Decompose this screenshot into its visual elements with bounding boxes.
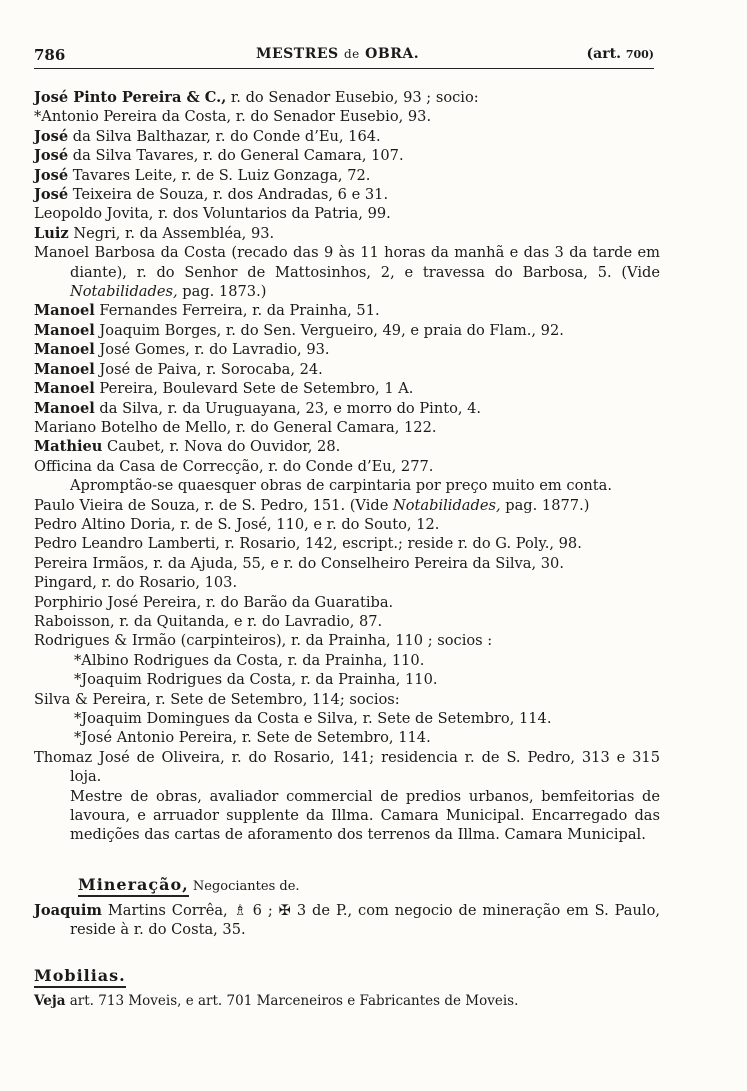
entry-name: José Pinto Pereira & C., — [34, 89, 227, 106]
directory-entry — [34, 593, 660, 612]
mineracao-entry-text: Martins Corrêa, ♗ 6 ; ✠ 3 de P., com negocio de mineração em S. Paulo, reside à r. do Costa, 35. — [70, 901, 660, 939]
entry-text: Pereira, Boulevard Sete de Setembro, 1 A. — [94, 380, 414, 398]
directory-entry — [34, 612, 660, 631]
directory-entry — [34, 418, 660, 437]
entry-name: Manoel — [34, 399, 95, 417]
directory-entry — [34, 321, 660, 340]
page-header — [34, 46, 654, 68]
entry-text: José Gomes, r. do Lavradio, 93. — [94, 341, 330, 359]
entry-name: José — [34, 147, 69, 165]
directory-entry — [34, 690, 660, 709]
directory-entry — [34, 515, 660, 534]
entry-text: Pedro Leandro Lamberti, r. Rosario, 142, escript.; reside r. do G. Poly., 98. — [34, 535, 582, 553]
entry-reference-italic: Notabilidades, — [393, 496, 501, 514]
entry-text: Caubet, r. Nova do Ouvidor, 28. — [102, 438, 341, 456]
entry-text: Joaquim Borges, r. do Sen. Vergueiro, 49, e praia do Flam., 92. — [94, 321, 564, 339]
entry-text: Negri, r. da Assembléa, 93. — [68, 224, 275, 242]
entry-name: Mathieu — [34, 438, 103, 456]
directory-entry — [34, 107, 660, 126]
entry-name: Manoel — [34, 321, 95, 339]
directory-entry — [34, 728, 660, 747]
directory-entry — [34, 243, 660, 301]
directory-entry — [34, 166, 660, 185]
running-title-de: de — [344, 47, 360, 61]
entry-reference-page: pag. 1873.) — [177, 283, 267, 301]
article-ref-label: (art. — [586, 46, 621, 62]
entry-name: José — [34, 186, 69, 204]
entry-text: r. do Senador Eusebio, 93 ; socio: — [226, 89, 479, 106]
directory-entry — [34, 301, 660, 320]
header-rule — [34, 68, 654, 69]
entry-text: Pereira Irmãos, r. da Ajuda, 55, e r. do Conselheiro Pereira da Silva, 30. — [34, 554, 564, 572]
mobilias-heading — [34, 966, 660, 986]
entry-text: *Antonio Pereira da Costa, r. do Senador Eusebio, 93. — [34, 108, 432, 126]
entry-text: Raboisson, r. da Quitanda, e r. do Lavradio, 87. — [34, 612, 383, 630]
entry-text: *Joaquim Domingues da Costa e Silva, r. Sete de Setembro, 114. — [74, 710, 552, 727]
directory-entry — [34, 185, 660, 204]
mobilias-entry — [34, 992, 660, 1011]
entry-text: Thomaz José de Oliveira, r. do Rosario, 141; residencia r. de S. Pedro, 313 e 315 loja. — [34, 748, 660, 786]
directory-entry — [34, 534, 660, 553]
entries-block-2 — [34, 496, 660, 787]
directory-entry — [34, 379, 660, 398]
entry-text: Fernandes Ferreira, r. da Prainha, 51. — [94, 302, 380, 320]
directory-entry — [34, 88, 660, 107]
entry-name: José — [34, 127, 69, 145]
entry-text: Tavares Leite, r. de S. Luiz Gonzaga, 72. — [68, 166, 371, 184]
entry-text: da Silva Balthazar, r. do Conde d’Eu, 164. — [68, 127, 381, 145]
entry-name: José — [34, 166, 69, 184]
directory-entry — [34, 146, 660, 165]
entry-text: Porphirio José Pereira, r. do Barão da Guaratiba. — [34, 593, 394, 611]
page-number: 786 — [34, 46, 66, 64]
entry-text: *Joaquim Rodrigues da Costa, r. da Prainha, 110. — [74, 671, 438, 689]
mineracao-subtitle: Negociantes de. — [188, 878, 300, 894]
mineracao-heading — [34, 875, 660, 897]
directory-entry — [34, 360, 660, 379]
mobilias-title: Mobilias. — [34, 966, 126, 988]
mineracao-title: Mineração, — [78, 875, 189, 897]
thomaz-note: Mestre de obras, avaliador commercial de predios urbanos, bemfeitorias de lavoura, e arruador supplente da Illma. Camara Municipal. Encarregado das medições das cartas de aforamento dos terrenos da Illma. Camara Municipal. — [70, 787, 660, 844]
entry-name: Manoel — [34, 360, 95, 378]
mobilias-lead: Veja — [34, 992, 66, 1009]
directory-entry — [34, 340, 660, 359]
entry-text: Pedro Altino Doria, r. de S. José, 110, e r. do Souto, 12. — [34, 515, 440, 533]
directory-entry — [34, 224, 660, 243]
directory-entry — [34, 437, 660, 456]
entry-text: José de Paiva, r. Sorocaba, 24. — [94, 360, 323, 378]
directory-entry — [34, 709, 660, 728]
entry-text: Manoel Barbosa da Costa (recado das 9 às 11 horas da manhã e das 3 da tarde em diante), r. do Senhor de Mattosinhos, 2, e travessa do Barbosa, 5. (Vide — [34, 244, 660, 281]
mobilias-text: art. 713 Moveis, e art. 701 Marceneiros e Fabricantes de Moveis. — [65, 992, 519, 1009]
article-reference — [587, 46, 654, 62]
entry-text: Teixeira de Souza, r. dos Andradas, 6 e 31. — [68, 186, 389, 204]
entry-text: Paulo Vieira de Souza, r. de S. Pedro, 151. (Vide — [34, 496, 393, 514]
article-ref-number: 700) — [625, 48, 654, 61]
entry-reference-italic: Notabilidades, — [70, 283, 178, 301]
entry-text: da Silva, r. da Uruguayana, 23, e morro do Pinto, 4. — [94, 399, 482, 417]
entry-name: Luiz — [34, 224, 69, 242]
directory-entry — [34, 631, 660, 650]
entry-text: Mariano Botelho de Mello, r. do General Camara, 122. — [34, 418, 437, 436]
entry-text: Officina da Casa de Correcção, r. do Conde d’Eu, 277. — [34, 457, 434, 475]
directory-entry — [34, 399, 660, 418]
directory-entry — [34, 554, 660, 573]
officina-note: Apromptão-se quaesquer obras de carpintaria por preço muito em conta. — [70, 477, 612, 495]
directory-entry — [34, 573, 660, 592]
running-title — [256, 46, 419, 62]
directory-entry — [34, 651, 660, 670]
mineracao-entry — [34, 901, 660, 940]
entry-text: Silva & Pereira, r. Sete de Setembro, 114; socios: — [34, 690, 400, 708]
entry-text: *Albino Rodrigues da Costa, r. da Prainha, 110. — [74, 651, 425, 669]
directory-entry — [34, 670, 660, 689]
mineracao-entry-name: Joaquim — [34, 901, 102, 919]
entry-name: Manoel — [34, 380, 95, 398]
directory-entry — [34, 457, 660, 476]
entry-text: Leopoldo Jovita, r. dos Voluntarios da Patria, 99. — [34, 205, 391, 223]
directory-entry — [34, 748, 660, 787]
entry-text: *José Antonio Pereira, r. Sete de Setembro, 114. — [74, 729, 431, 747]
running-title-end: OBRA. — [365, 46, 420, 62]
entries-block-1 — [34, 88, 660, 476]
entry-text: da Silva Tavares, r. do General Camara, 107. — [68, 147, 404, 165]
entry-text: Pingard, r. do Rosario, 103. — [34, 574, 238, 592]
directory-entry — [34, 204, 660, 223]
entry-reference-page: pag. 1877.) — [500, 496, 590, 514]
entry-name: Manoel — [34, 302, 95, 320]
entry-text: Rodrigues & Irmão (carpinteiros), r. da Prainha, 110 ; socios : — [34, 632, 493, 650]
entry-name: Manoel — [34, 341, 95, 359]
directory-entry — [34, 127, 660, 146]
running-title-main: MESTRES — [256, 46, 339, 62]
directory-entry — [34, 496, 660, 515]
entries-list — [34, 88, 660, 1011]
